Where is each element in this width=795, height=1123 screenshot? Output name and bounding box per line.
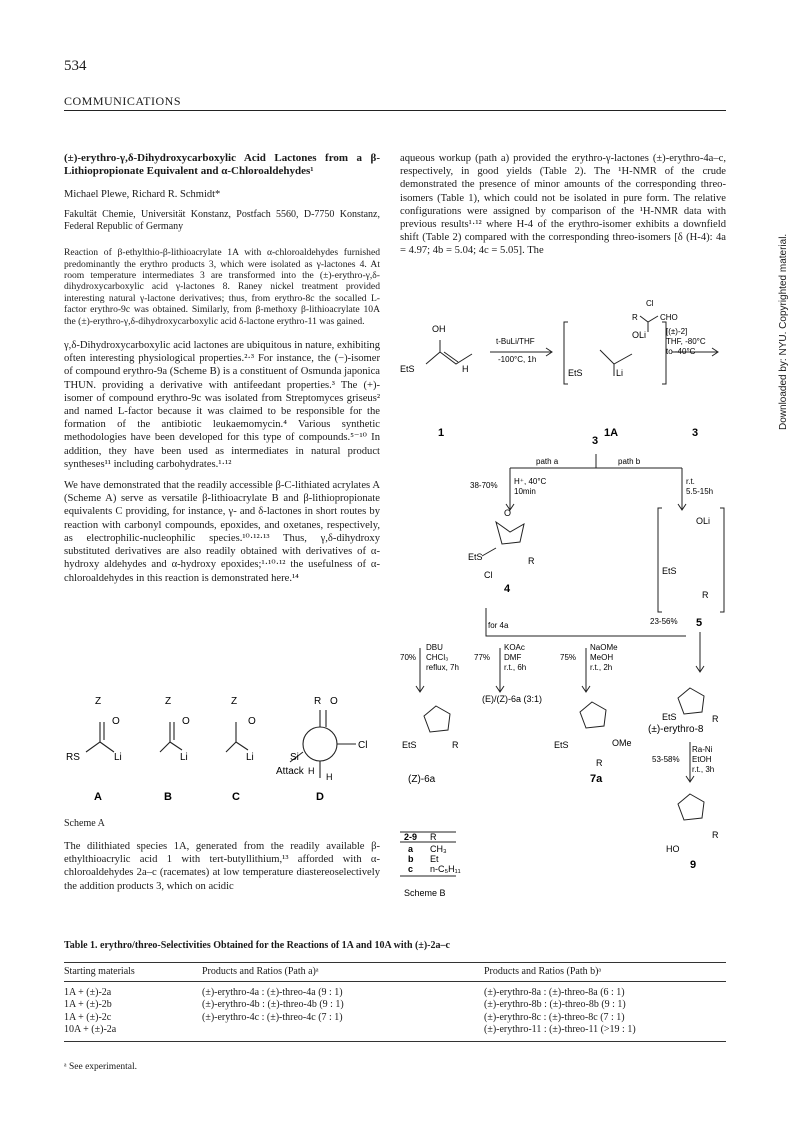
atom-cho: CHO <box>660 313 678 322</box>
table-footnote: ᵃ See experimental. <box>64 1062 138 1072</box>
reagent-2: [(±)-2] <box>666 327 688 336</box>
atom-li: Li <box>616 368 624 378</box>
table-cell: (±)-erythro-8c : (±)-threo-8c (7 : 1) <box>484 1011 625 1023</box>
article-title: (±)-erythro-γ,δ-Dihydroxycarboxylic Acid Lactones from a β-Lithiopropionate Equivalent and α-Chloroaldehydes¹ <box>64 152 380 177</box>
scheme-a-attack: Attack <box>276 766 304 777</box>
scheme-a-li: Li <box>180 752 188 763</box>
body-paragraph-3: The dilithiated species 1A, generated from the readily available β-ethylthioacrylic acid 1 with tert-butyllithium,¹³ afforded with α-chloroaldehydes 2a–c (racemates) at low temperature diastereoselectively the addition products 3, which on acidic <box>64 841 380 892</box>
scheme-a-h: H <box>326 772 333 782</box>
yield-8: 23-56% <box>650 617 678 626</box>
atom-r: R <box>528 556 535 566</box>
table-row <box>64 1023 726 1041</box>
r-table-b-val: Et <box>430 854 439 864</box>
atom-cl: Cl <box>646 299 654 308</box>
scheme-a-label-b: B <box>164 791 172 803</box>
scheme-a-z: Z <box>165 696 172 707</box>
table-cell: 10A + (±)-2a <box>64 1023 202 1041</box>
body-paragraph-1: γ,δ-Dihydroxycarboxylic acid lactones are ubiquitous in nature, exhibiting often interesting physiological properties.²·³ For instance, the (−)-isomer of compound erythro-9a (Scheme B) is a constituent of Osmunda japonica THUN. providing a derivative with antifeedant properties.³ The (+)-isomer of compound erythro-9c was isolated from Streptomyces griseus² and named L-factor because it was claimed to be responsible for the formation of the antibiotic leukaemomycin.⁴ Various synthetic methodologies have been developed for this type of compounds.⁵⁻¹⁰ In addition, they have been used as intermediates in natural product syntheses¹¹ including carbohydrates.¹·¹² <box>64 340 380 470</box>
path-b-label: path b <box>618 457 641 466</box>
for-4a: for 4a <box>488 621 509 630</box>
atom-cl: Cl <box>484 570 493 580</box>
scheme-b <box>400 292 726 910</box>
table-cell: 1A + (±)-2a <box>64 987 112 998</box>
table-cell: (±)-erythro-11 : (±)-threo-11 (>19 : 1) <box>484 1023 726 1041</box>
cond-to40: to -40°C <box>666 347 696 356</box>
r-table-c: c <box>408 864 414 874</box>
compound-1: 1 <box>438 427 445 439</box>
scheme-a-li: Li <box>114 752 122 763</box>
yield-dbu: 70% <box>400 653 417 662</box>
compound-3: 3 <box>692 427 699 439</box>
z-6a: (Z)-6a <box>408 774 436 785</box>
table-cell: 1A + (±)-2b <box>64 999 112 1011</box>
atom-o-4: O <box>504 508 512 518</box>
scheme-a-rs: RS <box>66 752 80 763</box>
atom-oli: OLi <box>632 330 647 340</box>
atom-r: R <box>596 758 603 768</box>
atom-r: R <box>632 313 638 322</box>
atom-h: H <box>462 364 469 374</box>
atom-oli: OLi <box>696 516 711 526</box>
left-column <box>64 152 380 593</box>
table-row <box>64 1011 726 1023</box>
atom-r: R <box>712 714 719 724</box>
atom-ets: EtS <box>568 368 583 378</box>
scheme-b-caption: Scheme B <box>404 888 446 898</box>
atom-ets: EtS <box>662 712 677 722</box>
atom-oh: OH <box>432 324 446 334</box>
atom-r: R <box>712 830 719 840</box>
scheme-a <box>64 688 380 838</box>
table-cell: (±)-erythro-8b : (±)-threo-8b (9 : 1) <box>484 999 626 1011</box>
path-a-label: path a <box>536 457 559 466</box>
left-column-bottom <box>64 840 380 901</box>
atom-r: R <box>702 590 709 600</box>
scheme-a-z: Z <box>231 696 238 707</box>
scheme-a-si: Si <box>290 752 299 763</box>
table-header-starting: Starting materials <box>64 963 202 982</box>
cond-100c: -100°C, 1h <box>498 355 537 364</box>
table-cell <box>202 1023 484 1041</box>
r-table-a: a <box>408 844 414 854</box>
scheme-a-r: R <box>314 696 322 707</box>
dbu-cond-2: reflux, 7h <box>426 663 459 672</box>
koac-cond-2: r.t., 6h <box>504 663 527 672</box>
atom-ho: HO <box>666 844 680 854</box>
r-table-head-1: R <box>430 832 437 842</box>
header-rule <box>64 110 726 111</box>
compound-9: 9 <box>690 859 697 871</box>
article-abstract: Reaction of β-ethylthio-β-lithioacrylate 1A with α-chloroaldehydes furnished predominantly the erythro products 3, which were isolated as γ-lactones 4. At room temperature intermediates 3 are transformed into the (±)-erythro-γ,δ-dihydroxycarboxylic acid γ-lactones 8. Raney nickel treatment provided interesting natural γ-lactone derivatives; thus, from erythro-8c the socalled L-factor erythro-9c was obtained. Similarly, from β-methoxy β-lithioacrylate 10A the (±)-erythro-γ,δ-dihydroxycarboxylic acid δ-lactone erythro-11 was gained. <box>64 247 380 327</box>
atom-ets: EtS <box>402 740 417 750</box>
path-a-cond1: H⁺, 40°C <box>514 477 547 486</box>
naome-cond-2: r.t., 2h <box>590 663 613 672</box>
article-affiliation: Fakultät Chemie, Universität Konstanz, Postfach 5560, D-7750 Konstanz, Federal Republic of Germany <box>64 209 380 233</box>
scheme-a-o: O <box>330 696 338 707</box>
compound-1A: 1A <box>604 427 619 439</box>
scheme-a-li: Li <box>246 752 254 763</box>
table-cell: 1A + (±)-2c <box>64 1011 112 1023</box>
scheme-a-label-a: A <box>94 791 102 803</box>
ra-cond-0: Ra-Ni <box>692 745 713 754</box>
reagent-tbuli: t-BuLi/THF <box>496 337 535 346</box>
yield-koac: 77% <box>474 653 491 662</box>
naome-cond-0: NaOMe <box>590 643 618 652</box>
r-table-b: b <box>408 854 414 864</box>
page-number: 534 <box>64 58 87 74</box>
table-header-path-a: Products and Ratios (Path a)ᵃ <box>202 963 484 982</box>
compound-3b: 3 <box>592 435 599 447</box>
compound-7a: 7a <box>590 773 603 785</box>
ra-cond-1: EtOH <box>692 755 712 764</box>
right-column <box>400 152 726 266</box>
results-table <box>64 962 726 1042</box>
scheme-a-o: O <box>248 716 256 727</box>
scheme-a-label-d: D <box>316 791 324 803</box>
table-header-path-b: Products and Ratios (Path b)ᵃ <box>484 963 726 982</box>
atom-r: R <box>452 740 459 750</box>
e-z-ratio: (E)/(Z)-6a (3:1) <box>482 694 543 704</box>
atom-ets: EtS <box>400 364 415 374</box>
scheme-a-h: H <box>308 766 315 776</box>
r-table-c-val: n-C₅H₁₁ <box>430 864 461 874</box>
atom-ome: OMe <box>612 738 632 748</box>
ra-cond-2: r.t., 3h <box>692 765 715 774</box>
table-cell: (±)-erythro-4a : (±)-threo-4a (9 : 1) <box>202 987 343 998</box>
compound-8: (±)-erythro-8 <box>648 724 704 735</box>
yield-9: 53-58% <box>652 755 680 764</box>
koac-cond-0: KOAc <box>504 643 525 652</box>
article-authors: Michael Plewe, Richard R. Schmidt* <box>64 189 221 200</box>
scheme-a-cl: Cl <box>358 740 368 751</box>
naome-cond-1: MeOH <box>590 653 614 662</box>
table-row <box>64 998 726 1010</box>
table-title: Table 1. erythro/threo-Selectivities Obtained for the Reactions of 1A and 10A with (±)-2a–c <box>64 940 450 951</box>
scheme-a-o: O <box>182 716 190 727</box>
table-cell: (±)-erythro-4b : (±)-threo-4b (9 : 1) <box>202 999 344 1011</box>
yield-naome: 75% <box>560 653 577 662</box>
scheme-a-o: O <box>112 716 120 727</box>
cond-thf: THF, -80°C <box>666 337 706 346</box>
body-paragraph-right: aqueous workup (path a) provided the erythro-γ-lactones (±)-erythro-4a–c, respectively, in good yields (Table 2). The ¹H-NMR of the crude demonstrated the presence of minor amounts of the corresponding threo-isomers (Table 1), which could not be isolated in pure form. The relative configurations were assigned by comparison of the ¹H-NMR data with previous results¹·¹² where H-4 of the erythro-isomer exhibits a downfield shift (Table 2) compared with the corresponding threo-isomers [δ (H-4): 4a = 4.97; 4b = 5.04; 4c = 5.05]. The <box>400 153 726 257</box>
path-a-cond2: 10min <box>514 487 536 496</box>
path-a-yield: 38-70% <box>470 481 498 490</box>
table-cell: (±)-erythro-4c : (±)-threo-4c (7 : 1) <box>202 1011 343 1023</box>
atom-ets: EtS <box>554 740 569 750</box>
path-b-cond2: 5.5-15h <box>686 487 714 496</box>
scheme-a-z: Z <box>95 696 102 707</box>
newman-circle <box>303 727 337 761</box>
dbu-cond-1: CHCl₃ <box>426 653 449 662</box>
table-row <box>64 982 726 999</box>
dbu-cond-0: DBU <box>426 643 443 652</box>
body-paragraph-2: We have demonstrated that the readily accessible β-C-lithiated acrylates A (Scheme A) serve as versatile β-lithioacrylate B and β-lithiopropionate equivalents C providing, for instance, γ- and δ-lactones in short routes by reaction with carbonyl compounds, epoxides, and oxetanes, respectively, as electrophilic-nucleophilic species.¹⁰·¹²·¹³ Thus, γ,δ-dihydroxy substituted derivatives are also readily obtained with derivatives of α-hydroxy aldehydes and α-hydroxy epoxides;¹·¹⁰·¹² the usefulness of α-chloroaldehydes in this reaction is demonstrated here.¹⁴ <box>64 480 380 584</box>
compound-4: 4 <box>504 583 511 595</box>
scheme-a-label-c: C <box>232 791 240 803</box>
scheme-a-structure-a-bonds <box>86 722 114 752</box>
atom-ets: EtS <box>468 552 483 562</box>
path-b-cond1: r.t. <box>686 477 695 486</box>
r-table-head-0: 2-9 <box>404 832 418 842</box>
scheme-a-caption: Scheme A <box>64 818 105 829</box>
compound-5: 5 <box>696 617 703 629</box>
section-heading: COMMUNICATIONS <box>64 94 182 108</box>
atom-ets: EtS <box>662 566 677 576</box>
r-table-a-val: CH₃ <box>430 844 447 854</box>
table-cell: (±)-erythro-8a : (±)-threo-8a (6 : 1) <box>484 987 625 998</box>
koac-cond-1: DMF <box>504 653 522 662</box>
download-notice: Downloaded by: NYU. Copyrighted material. <box>778 233 789 430</box>
